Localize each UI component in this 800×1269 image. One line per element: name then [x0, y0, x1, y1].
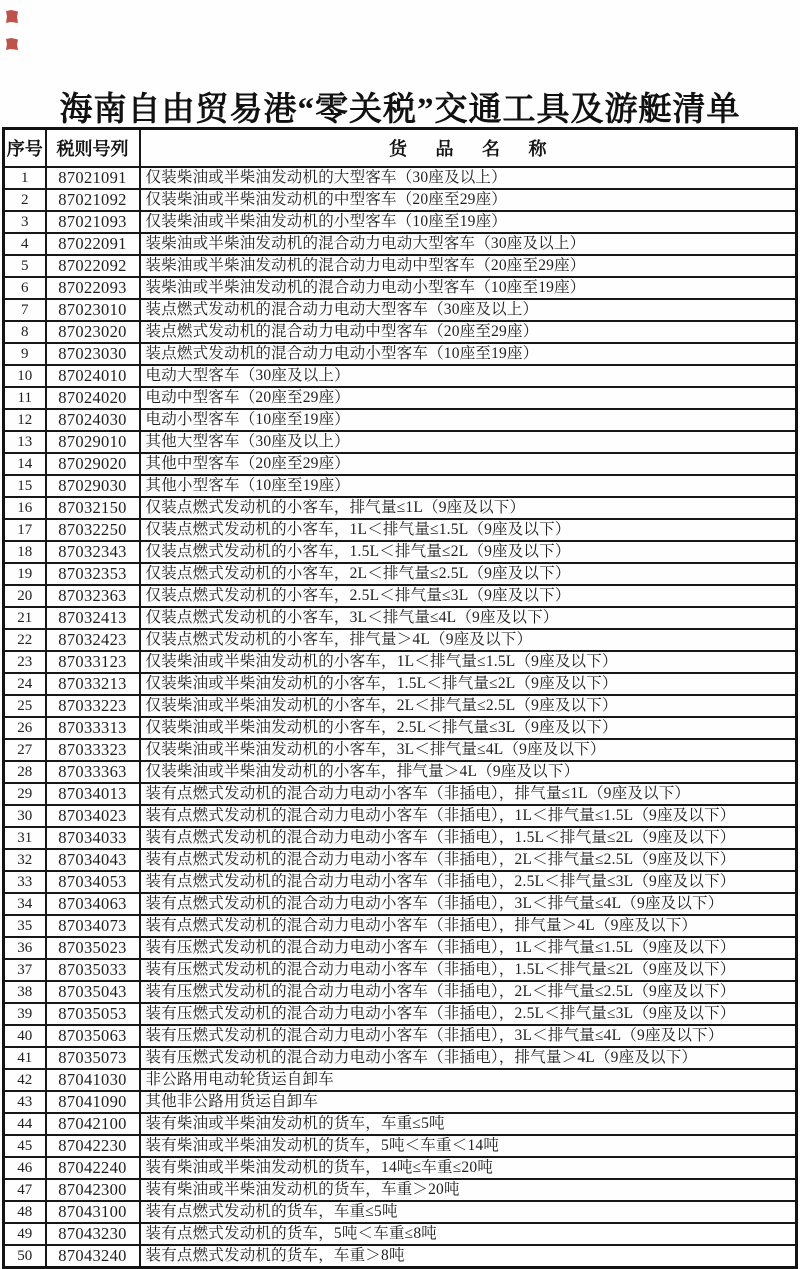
serial-number-cell: 7 — [4, 299, 46, 321]
table-header — [4, 129, 797, 167]
table-row — [4, 1113, 797, 1135]
goods-name-cell: 装有点燃式发动机的混合动力电动小客车（非插电），2.5L＜排气量≤3L（9座及以下） — [140, 871, 797, 893]
goods-name-cell: 仅装柴油或半柴油发动机的小客车，排气量＞4L（9座及以下） — [140, 761, 797, 783]
tariff-code-cell: 87034073 — [46, 915, 140, 937]
table-row — [4, 541, 797, 563]
tariff-code-cell: 87043100 — [46, 1201, 140, 1223]
goods-name-cell: 装有点燃式发动机的货车，车重≤5吨 — [140, 1201, 797, 1223]
serial-number-cell: 13 — [4, 431, 46, 453]
tariff-code-cell: 87041090 — [46, 1091, 140, 1113]
tariff-code-cell: 87034033 — [46, 827, 140, 849]
goods-name-cell: 电动中型客车（20座至29座） — [140, 387, 797, 409]
table-row — [4, 827, 797, 849]
header-goods-name: 货 品 名 称 — [140, 129, 797, 167]
tariff-code-cell: 87024030 — [46, 409, 140, 431]
goods-name-cell: 装有点燃式发动机的混合动力电动小客车（非插电），排气量≤1L（9座及以下） — [140, 783, 797, 805]
tariff-code-cell: 87032413 — [46, 607, 140, 629]
serial-number-cell: 32 — [4, 849, 46, 871]
serial-number-cell: 6 — [4, 277, 46, 299]
tariff-table — [2, 127, 798, 1269]
tariff-code-cell: 87029020 — [46, 453, 140, 475]
table-row — [4, 343, 797, 365]
table-row — [4, 585, 797, 607]
table-row — [4, 651, 797, 673]
goods-name-cell: 仅装点燃式发动机的小客车，3L＜排气量≤4L（9座及以下） — [140, 607, 797, 629]
goods-name-cell: 其他大型客车（30座及以上） — [140, 431, 797, 453]
table-row — [4, 1157, 797, 1179]
serial-number-cell: 40 — [4, 1025, 46, 1047]
goods-name-cell: 仅装点燃式发动机的小客车，排气量＞4L（9座及以下） — [140, 629, 797, 651]
goods-name-cell: 其他小型客车（10座至19座） — [140, 475, 797, 497]
table-row — [4, 849, 797, 871]
goods-name-cell: 装柴油或半柴油发动机的混合动力电动小型客车（10座至19座） — [140, 277, 797, 299]
serial-number-cell: 31 — [4, 827, 46, 849]
serial-number-cell: 5 — [4, 255, 46, 277]
tariff-code-cell: 87022092 — [46, 255, 140, 277]
tariff-code-cell: 87035023 — [46, 937, 140, 959]
goods-name-cell: 装有柴油或半柴油发动机的货车，车重≤5吨 — [140, 1113, 797, 1135]
tariff-code-cell: 87029030 — [46, 475, 140, 497]
header-serial-number: 序号 — [4, 129, 46, 167]
goods-name-cell: 仅装点燃式发动机的小客车，1L＜排气量≤1.5L（9座及以下） — [140, 519, 797, 541]
serial-number-cell: 30 — [4, 805, 46, 827]
serial-number-cell: 27 — [4, 739, 46, 761]
serial-number-cell: 46 — [4, 1157, 46, 1179]
serial-number-cell: 34 — [4, 893, 46, 915]
tariff-code-cell: 87032250 — [46, 519, 140, 541]
goods-name-cell: 装有压燃式发动机的混合动力电动小客车（非插电），3L＜排气量≤4L（9座及以下） — [140, 1025, 797, 1047]
tariff-code-cell: 87034043 — [46, 849, 140, 871]
serial-number-cell: 10 — [4, 365, 46, 387]
goods-name-cell: 装有点燃式发动机的混合动力电动小客车（非插电），1L＜排气量≤1.5L（9座及以下） — [140, 805, 797, 827]
goods-name-cell: 装有压燃式发动机的混合动力电动小客车（非插电），2L＜排气量≤2.5L（9座及以下） — [140, 981, 797, 1003]
table-row — [4, 673, 797, 695]
serial-number-cell: 39 — [4, 1003, 46, 1025]
serial-number-cell: 41 — [4, 1047, 46, 1069]
goods-name-cell: 仅装柴油或半柴油发动机的小客车，1L＜排气量≤1.5L（9座及以下） — [140, 651, 797, 673]
goods-name-cell: 装点燃式发动机的混合动力电动小型客车（10座至19座） — [140, 343, 797, 365]
tariff-code-cell: 87032343 — [46, 541, 140, 563]
table-row — [4, 959, 797, 981]
red-stamp-icon — [6, 38, 18, 50]
tariff-code-cell: 87034053 — [46, 871, 140, 893]
goods-name-cell: 装有压燃式发动机的混合动力电动小客车（非插电），1L＜排气量≤1.5L（9座及以下） — [140, 937, 797, 959]
serial-number-cell: 14 — [4, 453, 46, 475]
table-row — [4, 519, 797, 541]
header-row — [4, 129, 797, 167]
serial-number-cell: 37 — [4, 959, 46, 981]
table-row — [4, 189, 797, 211]
serial-number-cell: 9 — [4, 343, 46, 365]
serial-number-cell: 44 — [4, 1113, 46, 1135]
tariff-code-cell: 87042240 — [46, 1157, 140, 1179]
goods-name-cell: 装有压燃式发动机的混合动力电动小客车（非插电），1.5L＜排气量≤2L（9座及以下） — [140, 959, 797, 981]
table-row — [4, 1179, 797, 1201]
table-row — [4, 255, 797, 277]
goods-name-cell: 仅装柴油或半柴油发动机的中型客车（20座至29座） — [140, 189, 797, 211]
table-row — [4, 321, 797, 343]
tariff-code-cell: 87035073 — [46, 1047, 140, 1069]
table-row — [4, 717, 797, 739]
goods-name-cell: 装柴油或半柴油发动机的混合动力电动中型客车（20座至29座） — [140, 255, 797, 277]
goods-name-cell: 仅装点燃式发动机的小客车，排气量≤1L（9座及以下） — [140, 497, 797, 519]
tariff-code-cell: 87033363 — [46, 761, 140, 783]
serial-number-cell: 2 — [4, 189, 46, 211]
table-row — [4, 761, 797, 783]
serial-number-cell: 12 — [4, 409, 46, 431]
goods-name-cell: 装有点燃式发动机的货车，5吨＜车重≤8吨 — [140, 1223, 797, 1245]
tariff-code-cell: 87043240 — [46, 1245, 140, 1268]
serial-number-cell: 45 — [4, 1135, 46, 1157]
table-row — [4, 1003, 797, 1025]
tariff-code-cell: 87033223 — [46, 695, 140, 717]
page-title: 海南自由贸易港“零关税”交通工具及游艇清单 — [59, 92, 741, 128]
table-row — [4, 783, 797, 805]
tariff-code-cell: 87023030 — [46, 343, 140, 365]
serial-number-cell: 25 — [4, 695, 46, 717]
goods-name-cell: 仅装柴油或半柴油发动机的小型客车（10座至19座） — [140, 211, 797, 233]
tariff-code-cell: 87042230 — [46, 1135, 140, 1157]
tariff-code-cell: 87024010 — [46, 365, 140, 387]
serial-number-cell: 49 — [4, 1223, 46, 1245]
table-row — [4, 695, 797, 717]
tariff-code-cell: 87042300 — [46, 1179, 140, 1201]
table-row — [4, 167, 797, 189]
serial-number-cell: 28 — [4, 761, 46, 783]
table-row — [4, 233, 797, 255]
serial-number-cell: 29 — [4, 783, 46, 805]
table-row — [4, 1069, 797, 1091]
table-row — [4, 629, 797, 651]
table-row — [4, 937, 797, 959]
tariff-code-cell: 87022093 — [46, 277, 140, 299]
goods-name-cell: 仅装柴油或半柴油发动机的小客车，2.5L＜排气量≤3L（9座及以下） — [140, 717, 797, 739]
goods-name-cell: 电动小型客车（10座至19座） — [140, 409, 797, 431]
goods-name-cell: 装有点燃式发动机的混合动力电动小客车（非插电），3L＜排气量≤4L（9座及以下） — [140, 893, 797, 915]
serial-number-cell: 8 — [4, 321, 46, 343]
table-row — [4, 607, 797, 629]
serial-number-cell: 43 — [4, 1091, 46, 1113]
tariff-code-cell: 87035053 — [46, 1003, 140, 1025]
serial-number-cell: 38 — [4, 981, 46, 1003]
serial-number-cell: 35 — [4, 915, 46, 937]
tariff-code-cell: 87035063 — [46, 1025, 140, 1047]
serial-number-cell: 1 — [4, 167, 46, 189]
goods-name-cell: 仅装点燃式发动机的小客车，1.5L＜排气量≤2L（9座及以下） — [140, 541, 797, 563]
table-row — [4, 915, 797, 937]
table-row — [4, 453, 797, 475]
goods-name-cell: 装有柴油或半柴油发动机的货车，14吨≤车重≤20吨 — [140, 1157, 797, 1179]
goods-name-cell: 仅装柴油或半柴油发动机的小客车，2L＜排气量≤2.5L（9座及以下） — [140, 695, 797, 717]
tariff-code-cell: 87032363 — [46, 585, 140, 607]
tariff-code-cell: 87023020 — [46, 321, 140, 343]
goods-name-cell: 装有点燃式发动机的货车，车重＞8吨 — [140, 1245, 797, 1268]
serial-number-cell: 19 — [4, 563, 46, 585]
serial-number-cell: 36 — [4, 937, 46, 959]
goods-name-cell: 装有点燃式发动机的混合动力电动小客车（非插电），1.5L＜排气量≤2L（9座及以下） — [140, 827, 797, 849]
tariff-code-cell: 87021091 — [46, 167, 140, 189]
table-row — [4, 1245, 797, 1268]
serial-number-cell: 18 — [4, 541, 46, 563]
tariff-code-cell: 87034023 — [46, 805, 140, 827]
table-row — [4, 871, 797, 893]
tariff-code-cell: 87029010 — [46, 431, 140, 453]
serial-number-cell: 4 — [4, 233, 46, 255]
serial-number-cell: 11 — [4, 387, 46, 409]
serial-number-cell: 22 — [4, 629, 46, 651]
goods-name-cell: 装点燃式发动机的混合动力电动中型客车（20座至29座） — [140, 321, 797, 343]
table-row — [4, 1025, 797, 1047]
table-row — [4, 893, 797, 915]
goods-name-cell: 电动大型客车（30座及以上） — [140, 365, 797, 387]
table-row — [4, 277, 797, 299]
goods-name-cell: 其他非公路用货运自卸车 — [140, 1091, 797, 1113]
tariff-code-cell: 87021092 — [46, 189, 140, 211]
tariff-code-cell: 87033213 — [46, 673, 140, 695]
serial-number-cell: 26 — [4, 717, 46, 739]
table-row — [4, 497, 797, 519]
table-row — [4, 981, 797, 1003]
tariff-code-cell: 87033323 — [46, 739, 140, 761]
goods-name-cell: 仅装柴油或半柴油发动机的大型客车（30座及以上） — [140, 167, 797, 189]
goods-name-cell: 仅装柴油或半柴油发动机的小客车，1.5L＜排气量≤2L（9座及以下） — [140, 673, 797, 695]
tariff-code-cell: 87022091 — [46, 233, 140, 255]
serial-number-cell: 42 — [4, 1069, 46, 1091]
tariff-code-cell: 87034013 — [46, 783, 140, 805]
serial-number-cell: 33 — [4, 871, 46, 893]
table-row — [4, 431, 797, 453]
goods-name-cell: 装有点燃式发动机的混合动力电动小客车（非插电），2L＜排气量≤2.5L（9座及以下） — [140, 849, 797, 871]
table-row — [4, 739, 797, 761]
table-row — [4, 1047, 797, 1069]
tariff-code-cell: 87023010 — [46, 299, 140, 321]
serial-number-cell: 47 — [4, 1179, 46, 1201]
table-row — [4, 1201, 797, 1223]
tariff-code-cell: 87035043 — [46, 981, 140, 1003]
serial-number-cell: 50 — [4, 1245, 46, 1268]
tariff-code-cell: 87043230 — [46, 1223, 140, 1245]
goods-name-cell: 装柴油或半柴油发动机的混合动力电动大型客车（30座及以上） — [140, 233, 797, 255]
table-row — [4, 475, 797, 497]
table-row — [4, 1223, 797, 1245]
goods-name-cell: 仅装柴油或半柴油发动机的小客车，3L＜排气量≤4L（9座及以下） — [140, 739, 797, 761]
tariff-code-cell: 87024020 — [46, 387, 140, 409]
serial-number-cell: 23 — [4, 651, 46, 673]
goods-name-cell: 装有压燃式发动机的混合动力电动小客车（非插电），2.5L＜排气量≤3L（9座及以下） — [140, 1003, 797, 1025]
tariff-code-cell: 87032423 — [46, 629, 140, 651]
goods-name-cell: 装有压燃式发动机的混合动力电动小客车（非插电），排气量＞4L（9座及以下） — [140, 1047, 797, 1069]
table-row — [4, 365, 797, 387]
serial-number-cell: 20 — [4, 585, 46, 607]
goods-name-cell: 仅装点燃式发动机的小客车，2.5L＜排气量≤3L（9座及以下） — [140, 585, 797, 607]
table-row — [4, 1091, 797, 1113]
table-row — [4, 299, 797, 321]
tariff-code-cell: 87021093 — [46, 211, 140, 233]
tariff-code-cell: 87042100 — [46, 1113, 140, 1135]
goods-name-cell: 其他中型客车（20座至29座） — [140, 453, 797, 475]
serial-number-cell: 16 — [4, 497, 46, 519]
serial-number-cell: 48 — [4, 1201, 46, 1223]
header-tariff-code: 税则号列 — [46, 129, 140, 167]
table-row — [4, 805, 797, 827]
goods-name-cell: 装有点燃式发动机的混合动力电动小客车（非插电），排气量＞4L（9座及以下） — [140, 915, 797, 937]
tariff-code-cell: 87033123 — [46, 651, 140, 673]
table-row — [4, 563, 797, 585]
serial-number-cell: 15 — [4, 475, 46, 497]
serial-number-cell: 24 — [4, 673, 46, 695]
table-row — [4, 409, 797, 431]
tariff-code-cell: 87041030 — [46, 1069, 140, 1091]
goods-name-cell: 装点燃式发动机的混合动力电动大型客车（30座及以上） — [140, 299, 797, 321]
tariff-code-cell: 87033313 — [46, 717, 140, 739]
goods-name-cell: 非公路用电动轮货运自卸车 — [140, 1069, 797, 1091]
tariff-code-cell: 87034063 — [46, 893, 140, 915]
red-stamp-icon — [6, 10, 18, 23]
tariff-code-cell: 87035033 — [46, 959, 140, 981]
goods-name-cell: 装有柴油或半柴油发动机的货车，车重＞20吨 — [140, 1179, 797, 1201]
table-row — [4, 211, 797, 233]
tariff-code-cell: 87032353 — [46, 563, 140, 585]
table-row — [4, 387, 797, 409]
tariff-code-cell: 87032150 — [46, 497, 140, 519]
serial-number-cell: 3 — [4, 211, 46, 233]
serial-number-cell: 21 — [4, 607, 46, 629]
goods-name-cell: 仅装点燃式发动机的小客车，2L＜排气量≤2.5L（9座及以下） — [140, 563, 797, 585]
serial-number-cell: 17 — [4, 519, 46, 541]
table-body — [4, 167, 797, 1268]
table-row — [4, 1135, 797, 1157]
goods-name-cell: 装有柴油或半柴油发动机的货车，5吨＜车重＜14吨 — [140, 1135, 797, 1157]
